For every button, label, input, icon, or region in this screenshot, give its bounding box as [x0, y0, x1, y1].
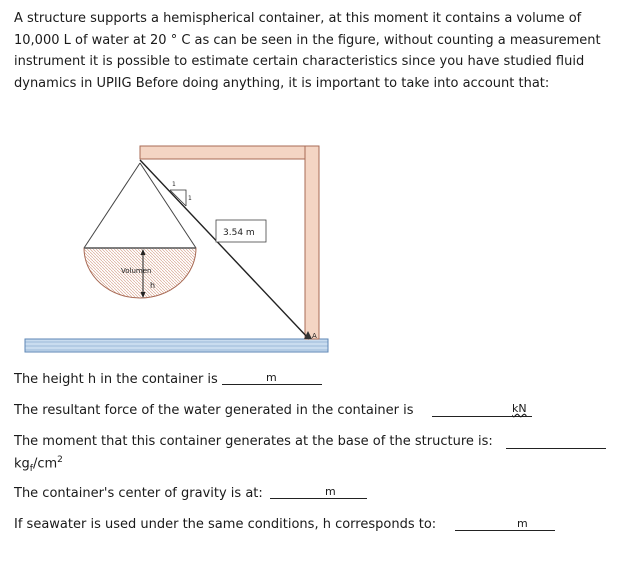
answer-moment[interactable] [506, 434, 606, 449]
frame-column [305, 146, 319, 339]
ground-base [25, 339, 328, 352]
frame-top-beam [140, 146, 319, 159]
question-height: The height h in the container is [14, 372, 218, 387]
question-force: The resultant force of the water generated in the container is [14, 403, 414, 418]
unit-center-gravity: m [325, 485, 336, 498]
unit-moment: $kg_f/cm^2$ [14, 455, 63, 474]
unit-seawater: m [517, 517, 528, 530]
volume-label: Volumen [121, 267, 152, 275]
right-cable [140, 163, 196, 248]
slope-run-label: 1 [172, 181, 176, 188]
support-label: A [312, 332, 317, 340]
height-label: h [150, 281, 156, 290]
answer-seawater[interactable] [455, 516, 555, 531]
unit-force: kN [512, 402, 527, 415]
unit-height: m [266, 371, 277, 384]
question-seawater: If seawater is used under the same conditions, h corresponds to: [14, 517, 437, 532]
left-cable [84, 163, 140, 248]
problem-statement: A structure supports a hemispherical container, at this moment it contains a volume of 10,000 L of water at 20 ° C as can be seen in the figure, without counting a measurement instrument it is possible to estimate certain characteristics since you have studied fluid dynamics in UPIIG Before doing anything, it is important to take into account that: [14, 11, 601, 91]
question-moment: The moment that this container generates at the base of the structure is: [14, 434, 493, 449]
answer-center-gravity[interactable] [270, 484, 367, 499]
question-center-gravity: The container's center of gravity is at: [14, 486, 263, 501]
dimension-label: 3.54 m [223, 228, 255, 238]
slope-rise-label: 1 [188, 195, 192, 202]
